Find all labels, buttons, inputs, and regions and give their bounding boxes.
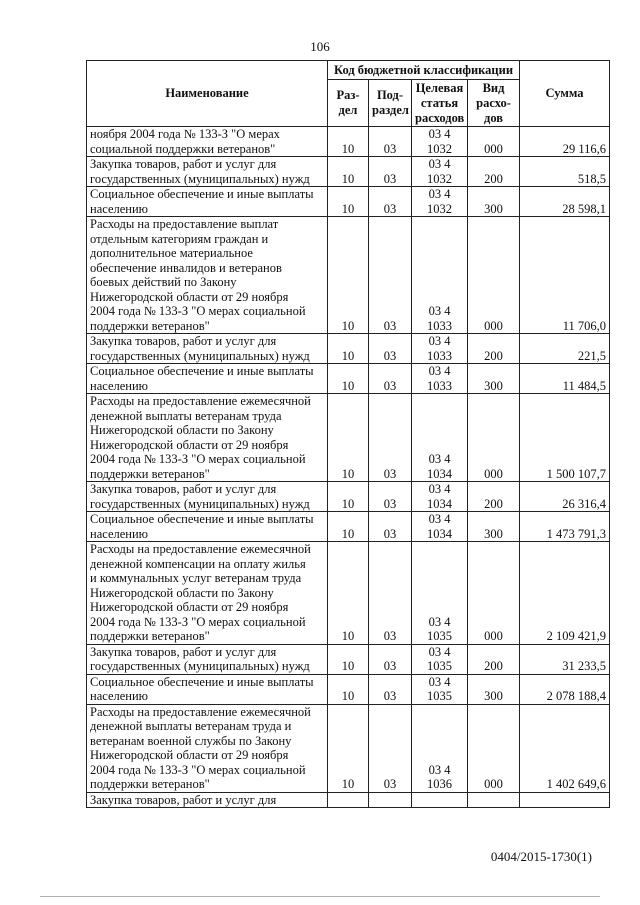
cell-target: 03 4 1035 — [412, 542, 468, 645]
cell-sum — [520, 792, 610, 808]
cell-subsection: 03 — [369, 704, 412, 792]
page-number: 106 — [310, 39, 330, 54]
cell-sum: 1 402 649,6 — [520, 704, 610, 792]
table-row — [87, 644, 610, 674]
cell-section: 10 — [328, 512, 369, 542]
cell-section: 10 — [328, 187, 369, 217]
cell-section — [328, 792, 369, 808]
cell-target: 03 4 1032 — [412, 187, 468, 217]
table-row — [87, 334, 610, 364]
cell-type: 200 — [468, 644, 520, 674]
table-row — [87, 157, 610, 187]
cell-subsection: 03 — [369, 644, 412, 674]
cell-section: 10 — [328, 644, 369, 674]
cell-name: Закупка товаров, работ и услуг для государственных (муниципальных) нужд — [87, 334, 328, 364]
cell-type: 200 — [468, 482, 520, 512]
cell-section: 10 — [328, 217, 369, 334]
table-row — [87, 542, 610, 645]
cell-type: 300 — [468, 364, 520, 394]
table-row — [87, 704, 610, 792]
table-row — [87, 482, 610, 512]
table-row — [87, 217, 610, 334]
cell-subsection: 03 — [369, 364, 412, 394]
cell-sum: 29 116,6 — [520, 127, 610, 157]
cell-target — [412, 792, 468, 808]
cell-name: Расходы на предоставление ежемесячной денежной выплаты ветеранам труда Нижегородской области по Закону Нижегородской области от 29 ноября 2004 года № 133-З "О мерах социальной поддержки ветеранов" — [87, 394, 328, 482]
cell-sum: 2 078 188,4 — [520, 674, 610, 704]
cell-section: 10 — [328, 542, 369, 645]
header-section: Раз- дел — [328, 80, 369, 127]
cell-name: Расходы на предоставление ежемесячной денежной компенсации на оплату жилья и коммунальных услуг ветеранам труда Нижегородской области по Закону Нижегородской области от 29 ноября 2004 года № 133-З "О мерах социальной поддержки ветеранов" — [87, 542, 328, 645]
cell-subsection: 03 — [369, 217, 412, 334]
cell-name: Социальное обеспечение и иные выплаты населению — [87, 512, 328, 542]
cell-sum: 518,5 — [520, 157, 610, 187]
cell-type: 300 — [468, 512, 520, 542]
header-code-group: Код бюджетной классификации — [328, 61, 520, 80]
document-code: 0404/2015-1730(1) — [490, 849, 592, 864]
cell-name: Социальное обеспечение и иные выплаты населению — [87, 187, 328, 217]
cell-type: 300 — [468, 187, 520, 217]
cell-target: 03 4 1036 — [412, 704, 468, 792]
cell-sum: 1 500 107,7 — [520, 394, 610, 482]
cell-name: Расходы на предоставление ежемесячной денежной выплаты ветеранам труда и ветеранам военной службы по Закону Нижегородской области от 29 ноября 2004 года № 133-З "О мерах социальной поддержки ветеранов" — [87, 704, 328, 792]
budget-table — [86, 60, 610, 808]
cell-name: Закупка товаров, работ и услуг для — [87, 792, 328, 808]
table-row — [87, 187, 610, 217]
cell-section: 10 — [328, 157, 369, 187]
cell-type: 300 — [468, 674, 520, 704]
cell-name: Закупка товаров, работ и услуг для государственных (муниципальных) нужд — [87, 482, 328, 512]
cell-sum: 1 473 791,3 — [520, 512, 610, 542]
cell-subsection: 03 — [369, 394, 412, 482]
cell-sum: 26 316,4 — [520, 482, 610, 512]
cell-type: 000 — [468, 217, 520, 334]
cell-subsection: 03 — [369, 157, 412, 187]
cell-target: 03 4 1033 — [412, 334, 468, 364]
table-row — [87, 394, 610, 482]
cell-name: Социальное обеспечение и иные выплаты населению — [87, 674, 328, 704]
cell-target: 03 4 1035 — [412, 674, 468, 704]
header-target: Целевая статья расходов — [412, 80, 468, 127]
cell-sum: 11 484,5 — [520, 364, 610, 394]
cell-subsection — [369, 792, 412, 808]
header-type: Вид расхо- дов — [468, 80, 520, 127]
cell-section: 10 — [328, 334, 369, 364]
cell-section: 10 — [328, 482, 369, 512]
cell-name: Закупка товаров, работ и услуг для государственных (муниципальных) нужд — [87, 644, 328, 674]
cell-subsection: 03 — [369, 512, 412, 542]
table-row — [87, 364, 610, 394]
cell-name: Закупка товаров, работ и услуг для государственных (муниципальных) нужд — [87, 157, 328, 187]
cell-sum: 11 706,0 — [520, 217, 610, 334]
cell-subsection: 03 — [369, 482, 412, 512]
cell-section: 10 — [328, 364, 369, 394]
cell-sum: 31 233,5 — [520, 644, 610, 674]
cell-target: 03 4 1034 — [412, 394, 468, 482]
cell-subsection: 03 — [369, 127, 412, 157]
cell-type: 000 — [468, 542, 520, 645]
table-row — [87, 792, 610, 808]
cell-target: 03 4 1034 — [412, 482, 468, 512]
cell-name: ноября 2004 года № 133-З "О мерах социальной поддержки ветеранов" — [87, 127, 328, 157]
cell-target: 03 4 1032 — [412, 127, 468, 157]
header-sum: Сумма — [520, 61, 610, 127]
table-row — [87, 127, 610, 157]
cell-name: Расходы на предоставление выплат отдельным категориям граждан и дополнительное материальное обеспечение инвалидов и ветеранов боевых действий по Закону Нижегородской области от 29 ноября 2004 года № 133-З "О мерах социальной поддержки ветеранов" — [87, 217, 328, 334]
cell-subsection: 03 — [369, 674, 412, 704]
cell-target: 03 4 1032 — [412, 157, 468, 187]
cell-sum: 221,5 — [520, 334, 610, 364]
cell-section: 10 — [328, 674, 369, 704]
header-subsection: Под- раздел — [369, 80, 412, 127]
cell-type: 000 — [468, 127, 520, 157]
table-row — [87, 512, 610, 542]
cell-type: 000 — [468, 704, 520, 792]
cell-target: 03 4 1034 — [412, 512, 468, 542]
cell-target: 03 4 1035 — [412, 644, 468, 674]
cell-sum: 28 598,1 — [520, 187, 610, 217]
cell-type: 000 — [468, 394, 520, 482]
cell-section: 10 — [328, 704, 369, 792]
cell-subsection: 03 — [369, 334, 412, 364]
cell-sum: 2 109 421,9 — [520, 542, 610, 645]
cell-name: Социальное обеспечение и иные выплаты населению — [87, 364, 328, 394]
cell-section: 10 — [328, 127, 369, 157]
table-row — [87, 674, 610, 704]
cell-section: 10 — [328, 394, 369, 482]
cell-type: 200 — [468, 334, 520, 364]
cell-target: 03 4 1033 — [412, 217, 468, 334]
header-name: Наименование — [87, 61, 328, 127]
cell-target: 03 4 1033 — [412, 364, 468, 394]
cell-subsection: 03 — [369, 187, 412, 217]
scan-edge-line — [40, 896, 600, 897]
cell-type — [468, 792, 520, 808]
cell-subsection: 03 — [369, 542, 412, 645]
cell-type: 200 — [468, 157, 520, 187]
